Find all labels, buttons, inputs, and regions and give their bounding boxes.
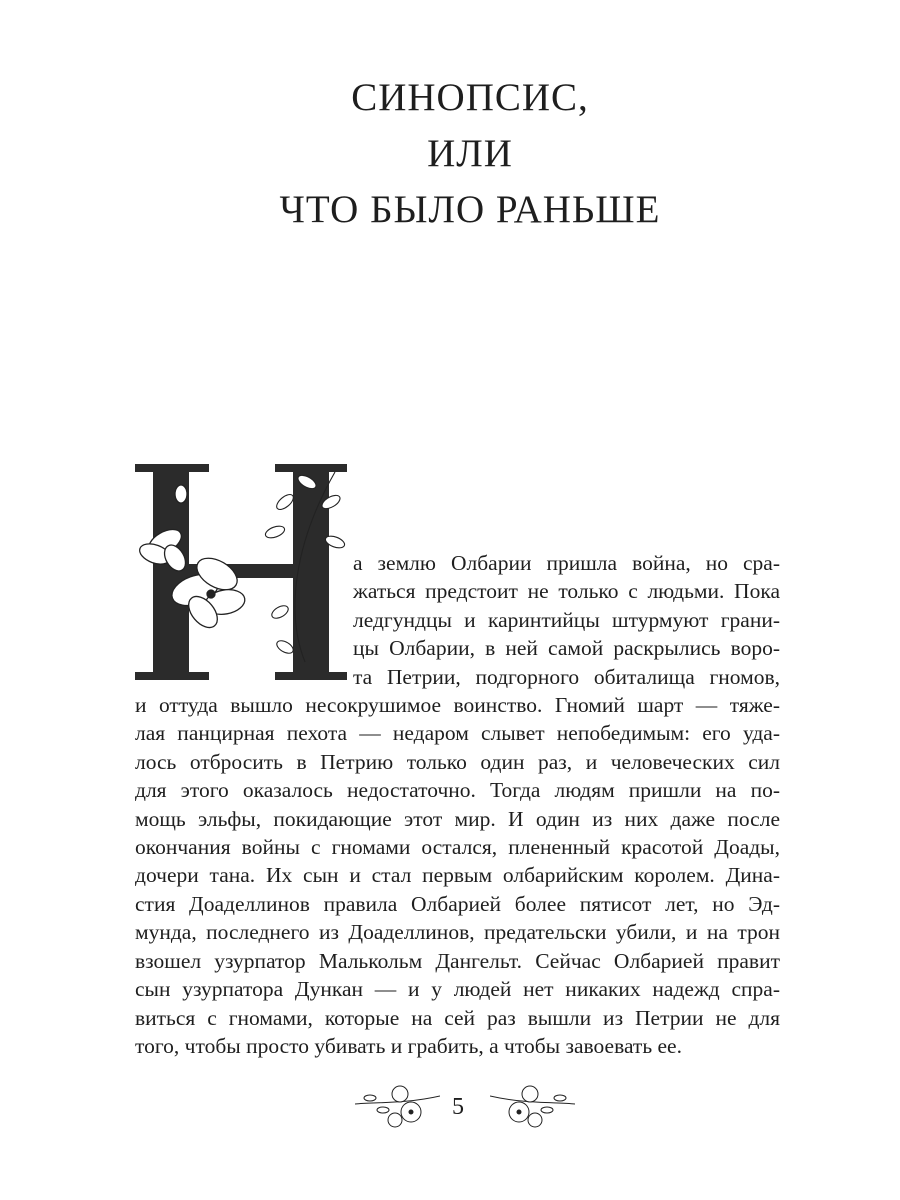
text-line: ледгундцы и каринтийцы штурмуют грани-	[353, 607, 780, 632]
right-flower-ornament-icon	[490, 1074, 575, 1134]
text-line: того, чтобы просто убивать и грабить, а чтобы завоевать ее.	[135, 1033, 682, 1058]
text-line: дочери тана. Их сын и стал первым олбарийским королем. Дина-	[135, 863, 780, 888]
text-line: лая панцирная пехота — недаром слывет непобедимым: его уда-	[135, 721, 780, 746]
synopsis-paragraph	[135, 549, 780, 1060]
text-line: цы Олбарии, в ней самой раскрылись воро-	[353, 636, 780, 661]
text-line: для этого оказалось недостаточно. Тогда людям пришли на по-	[135, 778, 780, 803]
text-line: а землю Олбарии пришла война, но сра-	[353, 551, 780, 575]
page-number: 5	[452, 1094, 464, 1120]
text-line: стия Доаделлинов правила Олбарией более пятисот лет, но Эд-	[135, 891, 780, 916]
title-line-3: ЧТО БЫЛО РАНЬШЕ	[279, 188, 661, 231]
text-line: мощь эльфы, покидающие этот мир. И один из них даже после	[135, 806, 780, 831]
text-line: лось отбросить в Петрию только один раз, и человеческих сил	[135, 749, 780, 774]
text-line: сын узурпатора Дункан — и у людей нет никаких надежд спра-	[135, 977, 780, 1002]
left-flower-ornament-icon	[355, 1074, 440, 1134]
chapter-title	[0, 70, 900, 238]
text-line: жаться предстоит не только с людьми. Пока	[353, 579, 780, 604]
title-line-2: ИЛИ	[427, 132, 513, 175]
text-line: окончания войны с гномами остался, плененный красотой Доады,	[135, 835, 780, 860]
title-line-1: СИНОПСИС,	[351, 76, 589, 119]
text-line: мунда, последнего из Доаделлинов, предательски убили, и на трон	[135, 920, 780, 945]
text-line: виться с гномами, которые на сей раз вышли из Петрии не для	[135, 1005, 780, 1030]
text-line: и оттуда вышло несокрушимое воинство. Гномий шарт — тяже-	[135, 693, 780, 718]
text-line: взошел узурпатор Малькольм Дангельт. Сейчас Олбарией правит	[135, 948, 780, 973]
text-line: та Петрии, подгорного обиталища гномов,	[353, 664, 780, 689]
